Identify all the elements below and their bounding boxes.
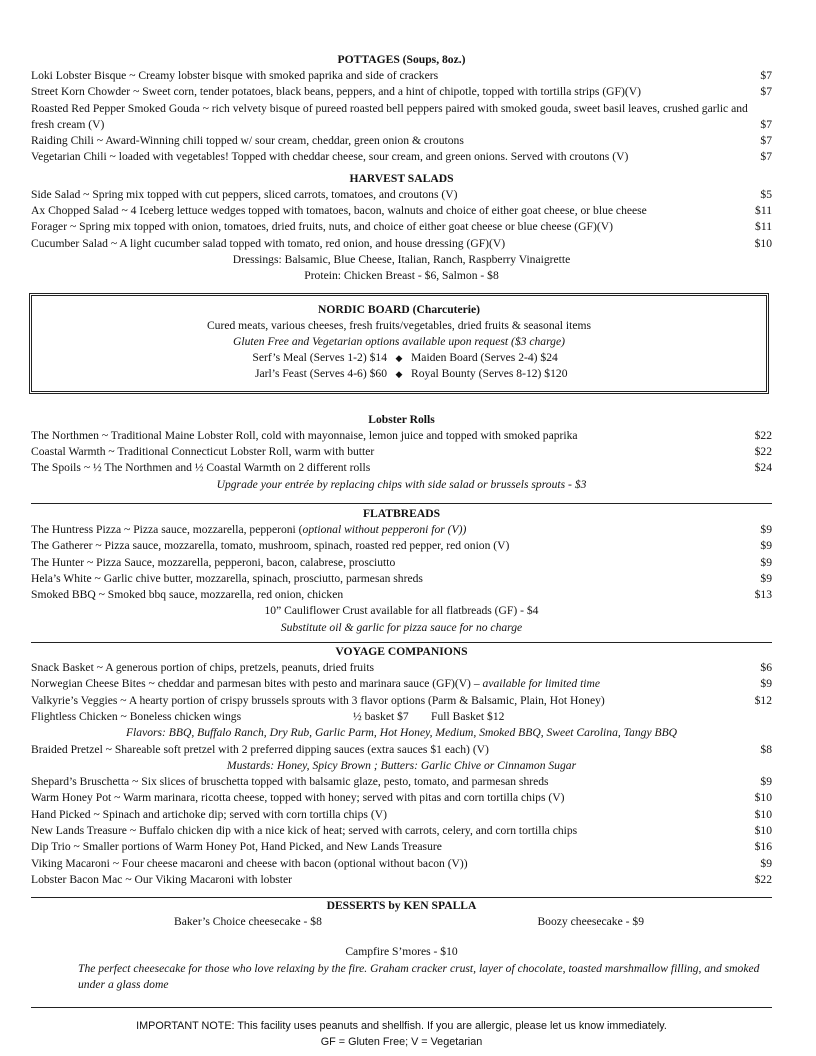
menu-item <box>31 538 772 554</box>
limited-time-note: – available for limited time <box>473 677 601 691</box>
cauliflower-crust-note: 10” Cauliflower Crust available for all flatbreads (GF) - $4 <box>264 604 539 618</box>
divider <box>31 1007 772 1008</box>
pottages-title: POTTAGES (Soups, 8oz.) <box>337 53 466 66</box>
wing-flavors: Flavors: BBQ, Buffalo Ranch, Dry Rub, Garlic Parm, Hot Honey, Medium, Smoked BBQ, Sweet Carolina, Tangy BBQ <box>125 726 678 740</box>
nordic-title: NORDIC BOARD (Charcuterie) <box>317 302 481 316</box>
item-price: $22 <box>754 428 772 442</box>
menu-item <box>31 676 772 692</box>
menu-item <box>31 68 772 84</box>
companions-title: VOYAGE COMPANIONS <box>335 645 468 659</box>
item-price: $13 <box>754 588 772 602</box>
item-price: $7 <box>760 150 772 164</box>
salad-protein: Protein: Chicken Breast - $6, Salmon - $8 <box>304 269 499 283</box>
nordic-option: Maiden Board (Serves 2-4) $24 <box>411 351 558 365</box>
item-desc: Ax Chopped Salad ~ 4 Iceberg lettuce wedges topped with tomatoes, bacon, walnuts and choice of either goat cheese, or blue cheese <box>31 204 647 218</box>
menu-item <box>31 790 772 806</box>
lobster-upgrade-note: Upgrade your entrée by replacing chips with side salad or brussels sprouts - $3 <box>216 477 587 491</box>
item-desc: Valkyrie’s Veggies ~ A hearty portion of crispy brussels sprouts with 3 flavor options (Parm & Balsamic, Plain, Hot Honey) <box>31 693 605 707</box>
flatbreads-title: FLATBREADS <box>362 506 441 520</box>
item-price: $9 <box>760 539 772 553</box>
nordic-board-box <box>29 293 769 394</box>
item-price: $10 <box>754 236 772 250</box>
menu-item <box>31 807 772 823</box>
dessert-item: Campfire S’mores - $10 <box>345 945 458 959</box>
item-price: $8 <box>760 742 772 756</box>
menu-item <box>31 555 772 571</box>
pretzel-sauces: Mustards: Honey, Spicy Brown ; Butters: Garlic Chive or Cinnamon Sugar <box>226 758 577 772</box>
item-price: $10 <box>754 791 772 805</box>
item-price: $9 <box>760 775 772 789</box>
item-price: $7 <box>760 85 772 99</box>
menu-item <box>31 839 772 855</box>
item-price: $24 <box>754 461 772 475</box>
item-price: $16 <box>754 840 772 854</box>
item-desc: Braided Pretzel ~ Shareable soft pretzel with 2 preferred dipping sauces (extra sauces $1 each) (V) <box>31 742 489 756</box>
nordic-option: Royal Bounty (Serves 8-12) $120 <box>411 367 568 381</box>
diet-legend: GF = Gluten Free; V = Vegetarian <box>320 1036 483 1049</box>
menu-item <box>31 149 772 165</box>
item-desc: Hela’s White ~ Garlic chive butter, mozzarella, spinach, prosciutto, parmesan shreds <box>31 571 423 585</box>
item-desc: Snack Basket ~ A generous portion of chips, pretzels, peanuts, dried fruits <box>31 661 375 675</box>
menu-item <box>31 587 772 603</box>
menu-item <box>31 660 772 676</box>
menu-item <box>31 774 772 790</box>
menu-item <box>31 872 772 888</box>
item-desc: Forager ~ Spring mix topped with onion, tomatoes, dried fruits, nuts, and choice of either goat cheese or blue cheese (GF)(V) <box>31 220 613 234</box>
item-desc <box>31 522 754 538</box>
item-desc: Flightless Chicken ~ Boneless chicken wings <box>31 709 242 723</box>
item-price: $9 <box>760 677 772 691</box>
item-price: $22 <box>754 445 772 459</box>
item-price: $10 <box>754 823 772 837</box>
item-desc: Warm Honey Pot ~ Warm marinara, ricotta cheese, topped with honey; served with pitas and corn tortilla chips (V) <box>31 791 565 805</box>
item-desc: The Gatherer ~ Pizza sauce, mozzarella, tomato, mushroom, spinach, roasted red pepper, red onion (V) <box>31 539 510 553</box>
item-desc-main: Norwegian Cheese Bites ~ cheddar and parmesan bites with pesto and marinara sauce (GF)(V) <box>31 677 474 691</box>
item-desc: Vegetarian Chili ~ loaded with vegetables! Topped with cheddar cheese, sour cream, and green onions. Served with croutons (V) <box>31 150 629 164</box>
smores-description: The perfect cheesecake for those who love relaxing by the fire. Graham cracker crust, layer of chocolate, toasted marshmallow filling, and smoked under a glass dome <box>78 961 760 991</box>
item-price: $10 <box>754 807 772 821</box>
item-desc: New Lands Treasure ~ Buffalo chicken dip with a nice kick of heat; served with carrots, celery, and corn tortilla chips <box>31 823 578 837</box>
menu-item <box>31 133 772 149</box>
item-price: $9 <box>760 522 772 536</box>
menu-item <box>31 187 772 203</box>
nordic-options-row <box>32 366 766 382</box>
nordic-option: Jarl’s Feast (Serves 4-6) $60 <box>254 367 387 381</box>
item-price: $9 <box>760 571 772 585</box>
item-desc <box>31 676 754 692</box>
item-desc-main: The Huntress Pizza ~ Pizza sauce, mozzarella, pepperoni ( <box>31 522 303 536</box>
item-price: $6 <box>760 661 772 675</box>
menu-item <box>31 219 772 235</box>
lobster-title: Lobster Rolls <box>368 412 435 426</box>
item-price: $9 <box>760 856 772 870</box>
menu-item <box>31 856 772 872</box>
item-desc: Hand Picked ~ Spinach and artichoke dip; served with corn tortilla chips (V) <box>31 807 387 821</box>
item-desc-option: optional without pepperoni for (V)) <box>302 522 467 536</box>
substitute-note: Substitute oil & garlic for pizza sauce for no charge <box>280 620 523 634</box>
divider <box>31 503 772 504</box>
menu-item <box>31 460 772 476</box>
menu-item <box>31 823 772 839</box>
salads-title: HARVEST SALADS <box>349 171 454 185</box>
diamond-bullet-icon: ◆ <box>395 369 403 380</box>
nordic-desc: Cured meats, various cheeses, fresh fruits/vegetables, dried fruits & seasonal items <box>206 318 592 332</box>
menu-item <box>31 203 772 219</box>
menu-item <box>31 84 772 100</box>
item-desc: Cucumber Salad ~ A light cucumber salad topped with tomato, red onion, and house dressing (GF)(V) <box>31 236 506 250</box>
menu-item <box>31 709 772 725</box>
item-price: $7 <box>760 134 772 148</box>
item-desc: The Hunter ~ Pizza Sauce, mozzarella, pepperoni, bacon, calabrese, prosciutto <box>31 555 396 569</box>
menu-item <box>31 522 772 538</box>
nordic-options-row <box>32 350 766 366</box>
menu-item <box>31 236 772 252</box>
item-desc: Street Korn Chowder ~ Sweet corn, tender potatoes, black beans, peppers, and a hint of chipotle, topped with tortilla strips (GF)(V) <box>31 85 641 99</box>
item-desc: Raiding Chili ~ Award-Winning chili topped w/ sour cream, cheddar, green onion & croutons <box>31 134 464 148</box>
menu-item <box>31 101 772 134</box>
item-price: $12 <box>754 693 772 707</box>
item-desc: The Spoils ~ ½ The Northmen and ½ Coastal Warmth on 2 different rolls <box>31 461 371 475</box>
full-basket-price: Full Basket $12 <box>431 709 505 723</box>
item-price: $11 <box>755 220 772 234</box>
item-desc: Side Salad ~ Spring mix topped with cut peppers, sliced carrots, tomatoes, and croutons (V) <box>31 187 458 201</box>
item-desc: Dip Trio ~ Smaller portions of Warm Honey Pot, Hand Picked, and New Lands Treasure <box>31 840 442 854</box>
nordic-note: Gluten Free and Vegetarian options available upon request ($3 charge) <box>233 334 565 348</box>
item-desc: Loki Lobster Bisque ~ Creamy lobster bisque with smoked paprika and side of crackers <box>31 69 439 82</box>
menu-item <box>31 428 772 444</box>
item-desc: Lobster Bacon Mac ~ Our Viking Macaroni with lobster <box>31 872 293 886</box>
item-desc: Roasted Red Pepper Smoked Gouda ~ rich velvety bisque of pureed roasted bell peppers paired with smoked gouda, sweet basil leaves, crushed garlic and fresh cream (V) <box>31 101 748 131</box>
item-price: $7 <box>760 69 772 82</box>
item-price: $22 <box>754 872 772 886</box>
item-desc: Coastal Warmth ~ Traditional Connecticut Lobster Roll, warm with butter <box>31 445 375 459</box>
item-price: $7 <box>760 117 772 131</box>
item-price: $9 <box>760 555 772 569</box>
dessert-options <box>31 914 772 930</box>
half-basket-price: ½ basket $7 <box>353 709 409 723</box>
diamond-bullet-icon: ◆ <box>395 353 403 364</box>
menu-page <box>31 52 772 1051</box>
item-price: $5 <box>760 187 772 201</box>
desserts-title: DESSERTS by KEN SPALLA <box>326 899 477 913</box>
salad-dressings: Dressings: Balsamic, Blue Cheese, Italian, Ranch, Raspberry Vinaigrette <box>232 252 571 266</box>
allergy-note: IMPORTANT NOTE: This facility uses peanuts and shellfish. If you are allergic, please let us know immediately. <box>136 1019 667 1032</box>
item-desc: The Northmen ~ Traditional Maine Lobster Roll, cold with mayonnaise, lemon juice and topped with smoked paprika <box>31 428 578 442</box>
item-desc: Smoked BBQ ~ Smoked bbq sauce, mozzarella, red onion, chicken <box>31 588 344 602</box>
dessert-item: Baker’s Choice cheesecake - $8 <box>174 915 322 929</box>
menu-item <box>31 571 772 587</box>
item-price: $11 <box>755 204 772 218</box>
item-desc: Shepard’s Bruschetta ~ Six slices of bruschetta topped with balsamic glaze, pesto, tomato, and parmesan shreds <box>31 775 549 789</box>
menu-item <box>31 693 772 709</box>
menu-item <box>31 742 772 758</box>
dessert-item: Boozy cheesecake - $9 <box>537 915 644 929</box>
nordic-option: Serf’s Meal (Serves 1-2) $14 <box>252 351 387 365</box>
menu-item <box>31 444 772 460</box>
divider <box>31 642 772 643</box>
item-desc: Viking Macaroni ~ Four cheese macaroni and cheese with bacon (optional without bacon (V)) <box>31 856 468 870</box>
